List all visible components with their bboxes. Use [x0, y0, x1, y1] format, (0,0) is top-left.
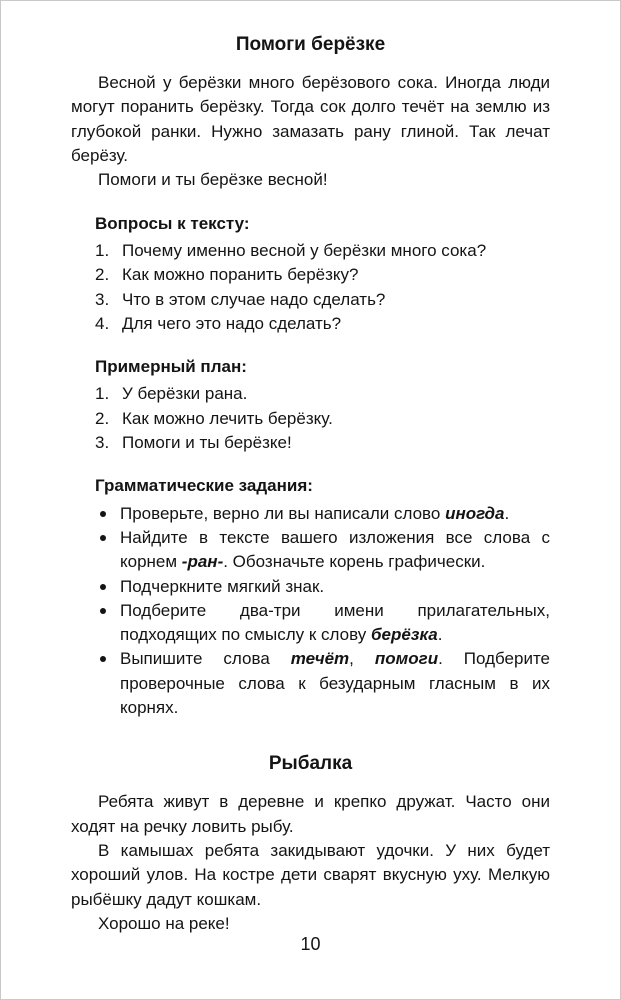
text-segment: Выпишите слова [120, 649, 291, 669]
text-segment: Проверьте, верно ли вы написали слово [120, 503, 446, 523]
section-title: Помоги берёзке [235, 34, 386, 55]
questions-list [71, 239, 550, 336]
emphasized-word: помоги [374, 649, 439, 669]
text-segment: . [504, 503, 510, 523]
exercise-rybalka [71, 750, 550, 936]
grammar-list [71, 502, 550, 721]
text-segment: . Обозначьте корень графически. [223, 552, 486, 572]
list-item [95, 647, 550, 720]
text-segment: . Подберите проверочные слова к безударным гласным в их корнях. [120, 649, 551, 717]
list-item [95, 575, 550, 599]
list-item: Для чего это надо сделать? [122, 313, 342, 333]
text-segment: . [437, 625, 443, 645]
paragraph: Хорошо на реке! [98, 913, 230, 933]
plan-list [71, 382, 550, 455]
page-content [1, 1, 620, 936]
list-item [95, 526, 550, 575]
grammar-heading: Грамматические задания: [95, 476, 313, 496]
plan-heading: Примерный план: [95, 357, 247, 377]
text-segment: Подчеркните мягкий знак. [120, 576, 325, 596]
section-title: Рыбалка [268, 753, 353, 775]
list-item: Помоги и ты берёзке! [122, 433, 292, 453]
list-item: Что в этом случае надо сделать? [122, 289, 386, 309]
list-item [95, 502, 550, 526]
page-number: 10 [300, 934, 321, 954]
list-item: У берёзки рана. [122, 384, 248, 404]
paragraph: Весной у берёзки много берёзового сока. Иногда люди могут поранить берёзку. Тогда сок долго течёт на землю из глубокой ранки. Нужно замазать рану глиной. Так лечат берёзу. [71, 73, 550, 166]
list-item: Почему именно весной у берёзки много сока? [122, 240, 487, 260]
emphasized-word: течёт [290, 649, 350, 669]
text-segment: , [349, 649, 375, 669]
emphasized-word: -ран- [181, 552, 224, 572]
list-item [95, 599, 550, 648]
exercise-pomogi-berezke [71, 31, 550, 720]
emphasized-word: иногда [445, 503, 505, 523]
emphasized-word: берёзка [370, 625, 438, 645]
paragraph: В камышах ребята закидывают удочки. У них будет хороший улов. На костре дети сварят вкусную уху. Мелкую рыбёшку дадут кошкам. [71, 841, 550, 909]
paragraph: Помоги и ты берёзке весной! [98, 170, 328, 190]
text-segment: Подберите два-три имени прилагательных, подходящих по смыслу к слову [120, 600, 550, 645]
paragraph: Ребята живут в деревне и крепко дружат. Часто они ходят на речку ловить рыбу. [71, 792, 550, 836]
questions-heading: Вопросы к тексту: [95, 213, 250, 233]
text-segment: Найдите в тексте вашего изложения все слова с корнем [120, 527, 550, 572]
list-item: Как можно поранить берёзку? [122, 265, 359, 285]
list-item: Как можно лечить берёзку. [122, 408, 333, 428]
